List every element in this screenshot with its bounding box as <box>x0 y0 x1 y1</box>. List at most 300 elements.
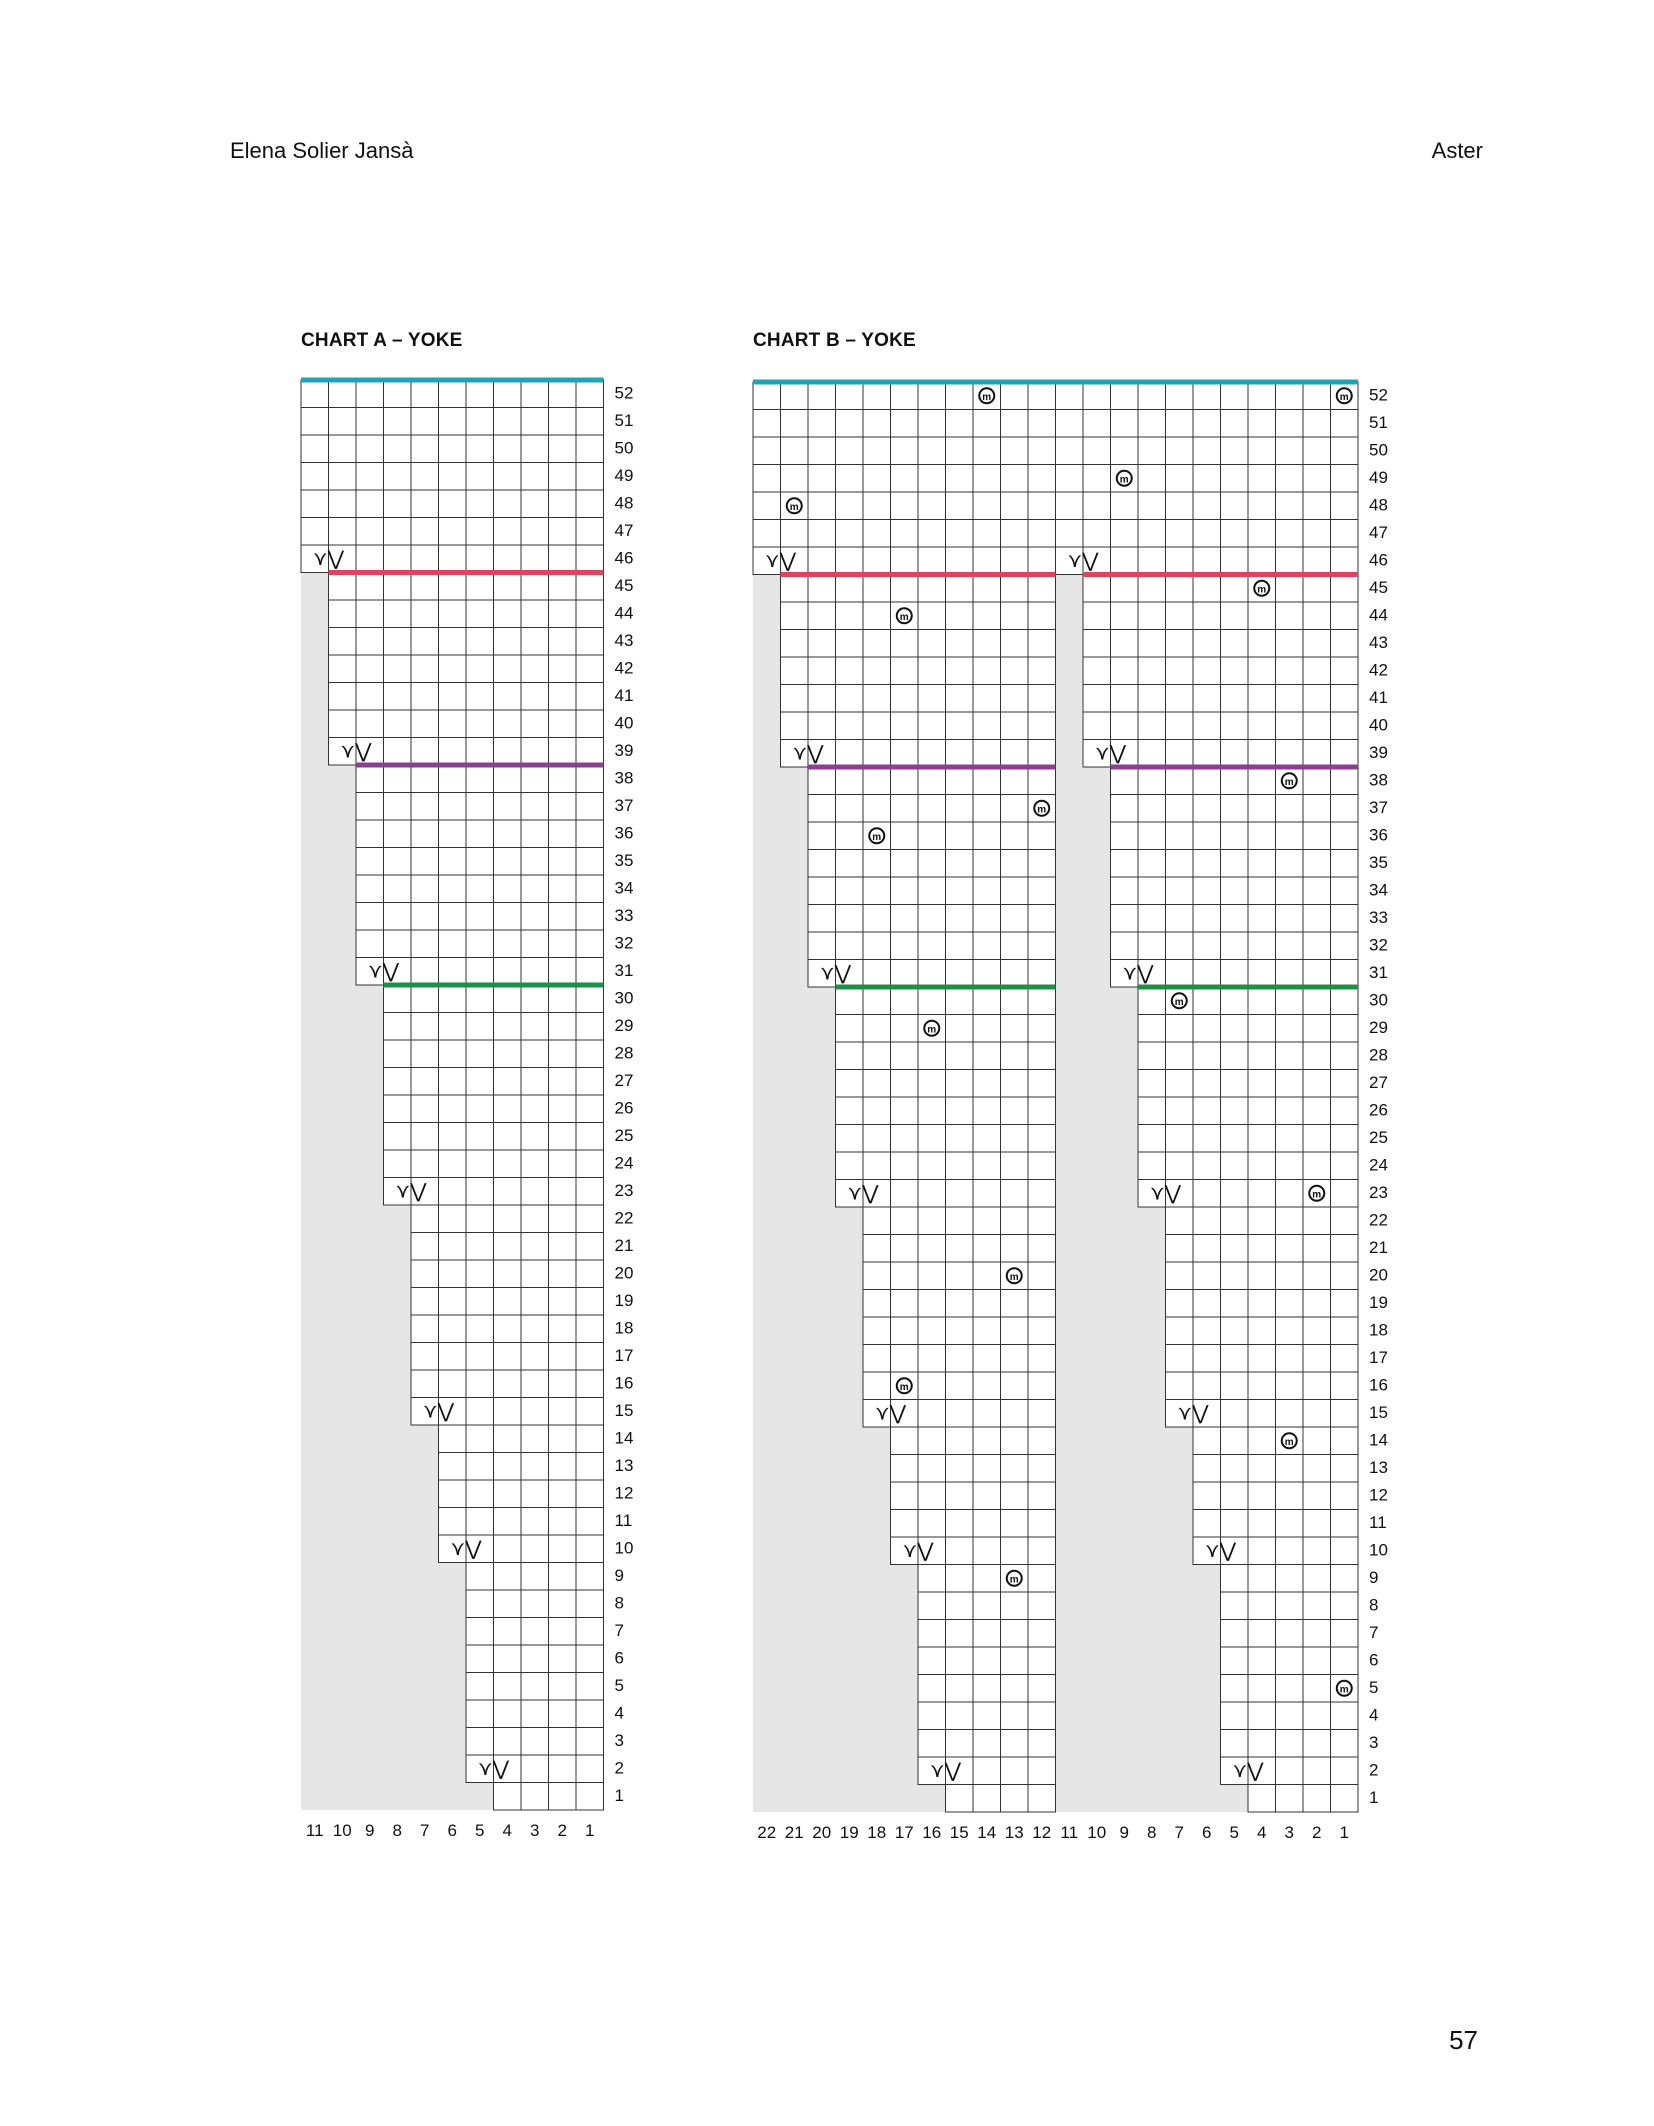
chart-cell <box>1028 877 1056 905</box>
row-number: 14 <box>1369 1430 1388 1450</box>
chart-cell <box>1056 492 1084 520</box>
chart-cell <box>808 932 836 960</box>
chart-cell <box>301 380 329 408</box>
chart-cell <box>891 630 919 658</box>
chart-cell <box>1001 1015 1029 1043</box>
chart-cell <box>1276 382 1304 410</box>
chart-cell <box>549 1453 577 1481</box>
chart-cell <box>494 518 522 546</box>
chart-cell <box>494 738 522 766</box>
chart-cell <box>1331 1565 1359 1593</box>
row-number: 27 <box>1369 1073 1388 1093</box>
row-number: 45 <box>614 576 634 596</box>
chart-cell <box>1248 1290 1276 1318</box>
row-number: 24 <box>1369 1155 1388 1175</box>
chart-cell <box>411 793 439 821</box>
chart-cell <box>973 987 1001 1015</box>
chart-cell <box>1193 575 1221 603</box>
chart-cell <box>1221 712 1249 740</box>
chart-cell <box>1303 1125 1331 1153</box>
chart-cell <box>384 1040 412 1068</box>
chart-cell <box>439 380 467 408</box>
row-number: 2 <box>614 1758 624 1778</box>
chart-cell <box>521 1480 549 1508</box>
chart-cell <box>494 655 522 683</box>
row-number: 28 <box>614 1043 634 1063</box>
chart-cell <box>466 380 494 408</box>
chart-cell <box>1193 520 1221 548</box>
chart-cell <box>1276 1400 1304 1428</box>
chart-cell <box>1248 382 1276 410</box>
chart-cell <box>521 490 549 518</box>
chart-cell <box>1276 1482 1304 1510</box>
chart-cell <box>863 547 891 575</box>
chart-cell <box>494 848 522 876</box>
chart-cell <box>891 1180 919 1208</box>
decrease-symbol: ⋎⋁ <box>395 1180 427 1203</box>
chart-cell <box>1248 492 1276 520</box>
chart-cell <box>466 958 494 986</box>
chart-cell <box>301 463 329 491</box>
chart-cell <box>918 437 946 465</box>
chart-cell <box>411 628 439 656</box>
chart-cell <box>1248 960 1276 988</box>
chart-cell <box>863 630 891 658</box>
chart-cell <box>1221 1207 1249 1235</box>
chart-cell <box>439 1178 467 1206</box>
chart-cell <box>1028 1042 1056 1070</box>
chart-cell <box>918 795 946 823</box>
chart-cell <box>1193 1372 1221 1400</box>
chart-cell <box>1001 1180 1029 1208</box>
chart-cell <box>411 655 439 683</box>
chart-cell <box>918 410 946 438</box>
decrease-symbol: ⋎⋁ <box>312 547 345 570</box>
chart-cell <box>973 1345 1001 1373</box>
chart-cell <box>411 820 439 848</box>
chart-cell <box>356 518 384 546</box>
chart-cell <box>808 630 836 658</box>
chart-cell <box>521 1425 549 1453</box>
chart-cell <box>411 1288 439 1316</box>
chart-cell <box>1193 492 1221 520</box>
chart-cell <box>439 1425 467 1453</box>
chart-cell <box>1028 1730 1056 1758</box>
chart-cell <box>411 848 439 876</box>
chart-cell <box>411 1205 439 1233</box>
row-number: 26 <box>614 1098 634 1118</box>
chart-cell <box>576 848 604 876</box>
row-number: 44 <box>614 603 634 623</box>
chart-cell <box>1166 1015 1194 1043</box>
chart-cell <box>1303 1372 1331 1400</box>
chart-cell <box>466 1618 494 1646</box>
row-number: 43 <box>1369 633 1388 653</box>
chart-cell <box>1138 575 1166 603</box>
chart-cell <box>1276 877 1304 905</box>
chart-cell <box>439 958 467 986</box>
chart-cell <box>494 490 522 518</box>
chart-cell <box>439 1288 467 1316</box>
chart-cell <box>1303 1510 1331 1538</box>
chart-cell <box>466 1013 494 1041</box>
chart-cell <box>1193 630 1221 658</box>
chart-cell <box>1331 987 1359 1015</box>
chart-cell <box>576 793 604 821</box>
chart-cell <box>576 1728 604 1756</box>
chart-cell <box>1028 1400 1056 1428</box>
chart-cell <box>946 1785 974 1813</box>
row-number: 22 <box>614 1208 634 1228</box>
chart-cell <box>466 628 494 656</box>
chart-cell <box>946 1235 974 1263</box>
column-number: 15 <box>949 1823 969 1842</box>
chart-cell <box>1248 1537 1276 1565</box>
chart-cell <box>1193 1180 1221 1208</box>
chart-cell <box>549 435 577 463</box>
chart-cell <box>466 1343 494 1371</box>
row-number: 3 <box>614 1731 624 1751</box>
chart-cell <box>1028 1510 1056 1538</box>
chart-cell <box>576 820 604 848</box>
chart-cell <box>466 518 494 546</box>
chart-cell <box>494 1425 522 1453</box>
chart-cell <box>1276 437 1304 465</box>
row-number: 18 <box>1369 1320 1388 1340</box>
chart-cell <box>1331 1372 1359 1400</box>
chart-cell <box>946 1345 974 1373</box>
chart-cell <box>549 518 577 546</box>
chart-cell <box>1276 630 1304 658</box>
chart-cell <box>549 1783 577 1811</box>
chart-cell <box>576 1288 604 1316</box>
chart-cell <box>1221 877 1249 905</box>
chart-cell <box>521 1288 549 1316</box>
chart-cell <box>1248 1070 1276 1098</box>
chart-cell <box>1028 1427 1056 1455</box>
chart-cell <box>1138 987 1166 1015</box>
chart-cell <box>1193 1290 1221 1318</box>
chart-cell <box>494 408 522 436</box>
chart-cell <box>946 465 974 493</box>
chart-cell <box>1248 987 1276 1015</box>
chart-cell <box>973 520 1001 548</box>
chart-cell <box>808 465 836 493</box>
chart-cell <box>301 518 329 546</box>
chart-cell <box>891 410 919 438</box>
chart-cell <box>521 408 549 436</box>
chart-cell <box>946 630 974 658</box>
decrease-symbol: ⋎⋁ <box>450 1537 482 1560</box>
chart-cell <box>1331 657 1359 685</box>
chart-cell <box>576 1205 604 1233</box>
chart-cell <box>411 1013 439 1041</box>
column-number: 12 <box>1032 1823 1052 1842</box>
chart-cell <box>863 382 891 410</box>
chart-cell <box>549 655 577 683</box>
chart-cell <box>576 1343 604 1371</box>
chart-cell <box>1303 767 1331 795</box>
chart-cell <box>1166 657 1194 685</box>
row-number: 47 <box>614 521 634 541</box>
chart-cell <box>439 1370 467 1398</box>
chart-cell <box>1221 932 1249 960</box>
chart-cell <box>1248 1620 1276 1648</box>
chart-cell <box>384 655 412 683</box>
chart-cell <box>1166 850 1194 878</box>
chart-cell <box>466 1260 494 1288</box>
chart-cell <box>1138 630 1166 658</box>
chart-cell <box>1303 740 1331 768</box>
chart-cell <box>1221 795 1249 823</box>
row-number: 30 <box>1369 990 1388 1010</box>
chart-a-title: CHART A – YOKE <box>301 330 463 351</box>
chart-cell <box>576 1618 604 1646</box>
chart-cell <box>1276 1372 1304 1400</box>
chart-cell <box>1303 1262 1331 1290</box>
chart-cell <box>946 1400 974 1428</box>
chart-cell <box>946 905 974 933</box>
chart-cell <box>549 1178 577 1206</box>
chart-cell <box>411 1343 439 1371</box>
stitch-marker-glyph: m <box>1339 391 1349 403</box>
chart-cell <box>1303 795 1331 823</box>
column-number: 6 <box>1202 1823 1212 1842</box>
chart-cell <box>1166 1042 1194 1070</box>
chart-cell <box>576 765 604 793</box>
column-number: 5 <box>1229 1823 1239 1842</box>
chart-cell <box>781 602 809 630</box>
chart-cell <box>1248 547 1276 575</box>
chart-cell <box>1138 1125 1166 1153</box>
chart-cell <box>918 1730 946 1758</box>
chart-cell <box>836 657 864 685</box>
chart-a <box>301 380 633 1840</box>
chart-cell <box>466 930 494 958</box>
chart-cell <box>1331 1730 1359 1758</box>
chart-cell <box>439 1095 467 1123</box>
chart-cell <box>1001 877 1029 905</box>
chart-cell <box>753 410 781 438</box>
chart-cell <box>781 382 809 410</box>
chart-cell <box>1028 1070 1056 1098</box>
chart-cell <box>836 547 864 575</box>
chart-cell <box>1303 1647 1331 1675</box>
chart-cell <box>918 1400 946 1428</box>
stitch-marker-glyph: m <box>1284 776 1294 788</box>
chart-cell <box>1276 547 1304 575</box>
chart-cell <box>973 1565 1001 1593</box>
chart-cell <box>1001 575 1029 603</box>
chart-cell <box>1028 987 1056 1015</box>
chart-cell <box>946 1702 974 1730</box>
column-number: 4 <box>1257 1823 1267 1842</box>
chart-cell <box>466 490 494 518</box>
chart-cell <box>521 985 549 1013</box>
chart-cell <box>384 573 412 601</box>
chart-cell <box>946 1482 974 1510</box>
chart-cell <box>1248 1592 1276 1620</box>
chart-cell <box>439 793 467 821</box>
chart-cell <box>946 410 974 438</box>
chart-cell <box>1331 1345 1359 1373</box>
chart-cell <box>1138 685 1166 713</box>
chart-cell <box>1248 1042 1276 1070</box>
chart-cell <box>891 822 919 850</box>
chart-cell <box>1166 575 1194 603</box>
chart-cell <box>1248 657 1276 685</box>
chart-cell <box>521 1728 549 1756</box>
chart-cell <box>1221 1592 1249 1620</box>
chart-cell <box>1221 1372 1249 1400</box>
chart-cell <box>494 1178 522 1206</box>
decrease-symbol: ⋎⋁ <box>902 1539 934 1562</box>
chart-cell <box>1193 795 1221 823</box>
chart-cell <box>466 875 494 903</box>
chart-cell <box>1248 1125 1276 1153</box>
chart-cell <box>384 875 412 903</box>
chart-cell <box>494 1700 522 1728</box>
chart-cell <box>1221 1675 1249 1703</box>
chart-cell <box>1221 437 1249 465</box>
chart-cell <box>384 903 412 931</box>
chart-cell <box>411 1315 439 1343</box>
chart-cell <box>1028 630 1056 658</box>
chart-cell <box>411 600 439 628</box>
chart-cell <box>384 1013 412 1041</box>
chart-cell <box>946 960 974 988</box>
chart-cell <box>918 1345 946 1373</box>
chart-cell <box>1028 1180 1056 1208</box>
row-number: 29 <box>1369 1018 1388 1038</box>
column-number: 18 <box>867 1823 887 1842</box>
chart-cell <box>946 850 974 878</box>
chart-cell <box>1248 1372 1276 1400</box>
chart-cell <box>466 985 494 1013</box>
chart-cell <box>836 712 864 740</box>
chart-cell <box>863 1070 891 1098</box>
chart-cell <box>1028 1757 1056 1785</box>
chart-cell <box>1028 932 1056 960</box>
chart-cell <box>1166 1372 1194 1400</box>
chart-cell <box>1221 1042 1249 1070</box>
chart-cell <box>439 710 467 738</box>
chart-cell <box>781 657 809 685</box>
chart-cell <box>918 1180 946 1208</box>
chart-cell <box>891 437 919 465</box>
chart-cell <box>1221 657 1249 685</box>
chart-cell <box>1276 492 1304 520</box>
chart-cell <box>411 683 439 711</box>
chart-cell <box>576 1480 604 1508</box>
chart-cell <box>863 1042 891 1070</box>
chart-cell <box>1331 850 1359 878</box>
chart-cell <box>1028 547 1056 575</box>
chart-cell <box>1166 1207 1194 1235</box>
chart-cell <box>466 1178 494 1206</box>
chart-cell <box>1331 1015 1359 1043</box>
chart-cell <box>946 1125 974 1153</box>
stitch-marker-glyph: m <box>1009 1574 1019 1586</box>
chart-cell <box>836 437 864 465</box>
chart-cell <box>918 1262 946 1290</box>
chart-cell <box>1303 1290 1331 1318</box>
chart-cell <box>384 408 412 436</box>
chart-cell <box>808 795 836 823</box>
chart-cell <box>1248 740 1276 768</box>
chart-cell <box>1028 1647 1056 1675</box>
chart-cell <box>836 822 864 850</box>
chart-cell <box>891 575 919 603</box>
chart-cell <box>549 1013 577 1041</box>
stitch-marker-glyph: m <box>899 1381 909 1393</box>
row-number: 21 <box>1369 1238 1388 1258</box>
chart-cell <box>411 710 439 738</box>
chart-cell <box>1193 1097 1221 1125</box>
chart-cell <box>1248 1345 1276 1373</box>
author-name: Elena Solier Jansà <box>230 138 414 163</box>
chart-cell <box>521 1783 549 1811</box>
chart-cell <box>1303 1097 1331 1125</box>
chart-cell <box>1166 822 1194 850</box>
chart-cell <box>946 547 974 575</box>
chart-cell <box>1138 850 1166 878</box>
chart-cell <box>973 410 1001 438</box>
chart-cell <box>973 1042 1001 1070</box>
chart-cell <box>384 848 412 876</box>
chart-cell <box>1028 1097 1056 1125</box>
chart-cell <box>781 630 809 658</box>
chart-cell <box>973 850 1001 878</box>
chart-cell <box>1193 1317 1221 1345</box>
chart-cell <box>384 435 412 463</box>
chart-cell <box>1303 1537 1331 1565</box>
chart-cell <box>808 850 836 878</box>
chart-cell <box>549 1150 577 1178</box>
chart-cell <box>549 1288 577 1316</box>
chart-cell <box>891 960 919 988</box>
chart-cell <box>1276 1042 1304 1070</box>
chart-cell <box>466 820 494 848</box>
chart-cell <box>1083 630 1111 658</box>
chart-cell <box>1248 1207 1276 1235</box>
chart-cell <box>863 740 891 768</box>
chart-cell <box>1248 465 1276 493</box>
chart-cell <box>356 490 384 518</box>
chart-cell <box>918 712 946 740</box>
chart-cell <box>576 600 604 628</box>
chart-cell <box>1303 657 1331 685</box>
chart-cell <box>891 740 919 768</box>
row-number: 6 <box>1369 1650 1379 1670</box>
chart-cell <box>1001 1317 1029 1345</box>
chart-cell <box>356 545 384 573</box>
chart-cell <box>918 1235 946 1263</box>
chart-cell <box>494 600 522 628</box>
chart-cell <box>1138 932 1166 960</box>
stitch-marker-glyph: m <box>1312 1189 1322 1201</box>
chart-cell <box>918 1427 946 1455</box>
chart-cell <box>836 520 864 548</box>
chart-cell <box>439 518 467 546</box>
chart-cell <box>466 1480 494 1508</box>
chart-cell <box>1248 1675 1276 1703</box>
chart-cell <box>1331 685 1359 713</box>
chart-cell <box>521 380 549 408</box>
chart-cell <box>973 712 1001 740</box>
chart-cell <box>494 1315 522 1343</box>
chart-cell <box>973 1730 1001 1758</box>
